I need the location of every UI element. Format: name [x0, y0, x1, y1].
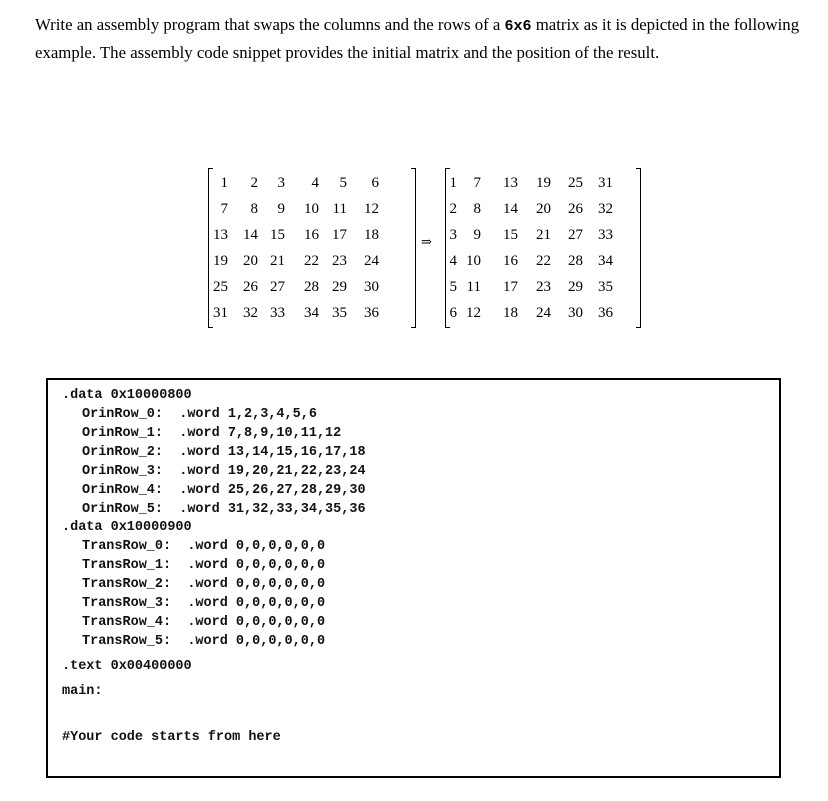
original-matrix-cell: 31	[213, 305, 228, 321]
original-matrix-cell: 5	[339, 175, 347, 191]
matrix-size-term: 6x6	[504, 18, 532, 35]
original-matrix-cell: 22	[304, 253, 319, 269]
original-matrix-cell: 7	[220, 201, 228, 217]
trans-row-line: TransRow_2: .word 0,0,0,0,0,0	[82, 577, 326, 592]
transposed-matrix-cell: 13	[503, 175, 518, 191]
original-matrix-cell: 8	[250, 201, 258, 217]
transposed-matrix-cell: 21	[536, 227, 551, 243]
question-text	[35, 12, 820, 66]
original-matrix-cell: 6	[371, 175, 379, 191]
transposed-matrix-cell: 12	[466, 305, 481, 321]
orin-row-line: OrinRow_2: .word 13,14,15,16,17,18	[82, 445, 366, 460]
original-matrix-cell: 11	[332, 201, 347, 217]
orin-row-line: OrinRow_5: .word 31,32,33,34,35,36	[82, 502, 366, 517]
original-matrix-cell: 24	[364, 253, 379, 269]
trans-row-line: TransRow_1: .word 0,0,0,0,0,0	[82, 558, 326, 573]
original-matrix-cell: 12	[364, 201, 379, 217]
original-matrix-cell: 13	[213, 227, 228, 243]
original-matrix-cell: 3	[277, 175, 285, 191]
original-matrix-cell: 29	[332, 279, 347, 295]
transposed-matrix-cell: 10	[466, 253, 481, 269]
trans-row-line: TransRow_5: .word 0,0,0,0,0,0	[82, 634, 326, 649]
code-comment: #Your code starts from here	[62, 730, 281, 745]
transposed-matrix-cell: 4	[449, 253, 457, 269]
transposed-matrix-cell: 5	[449, 279, 457, 295]
original-matrix-cell: 23	[332, 253, 347, 269]
transform-arrow-icon: ⇒	[421, 234, 432, 249]
transposed-matrix-cell: 36	[598, 305, 613, 321]
orin-row-line: OrinRow_3: .word 19,20,21,22,23,24	[82, 464, 366, 479]
transposed-matrix-cell: 25	[568, 175, 583, 191]
transposed-matrix-cell: 18	[503, 305, 518, 321]
transposed-matrix-cell: 11	[466, 279, 481, 295]
original-matrix-cell: 36	[364, 305, 379, 321]
code-snippet-box	[46, 378, 781, 778]
original-matrix-cell: 26	[243, 279, 258, 295]
transposed-matrix-cell: 8	[473, 201, 481, 217]
original-matrix-cell: 14	[243, 227, 258, 243]
transposed-matrix-cell: 30	[568, 305, 583, 321]
original-matrix-cell: 28	[304, 279, 319, 295]
transposed-matrix-cell: 32	[598, 201, 613, 217]
transposed-matrix-cell: 17	[503, 279, 518, 295]
original-matrix-cell: 27	[270, 279, 285, 295]
transposed-matrix-cell: 14	[503, 201, 518, 217]
transposed-matrix-cell: 6	[449, 305, 457, 321]
transposed-matrix-cell: 20	[536, 201, 551, 217]
transposed-matrix-cell: 28	[568, 253, 583, 269]
original-matrix-cell: 30	[364, 279, 379, 295]
trans-row-line: TransRow_0: .word 0,0,0,0,0,0	[82, 539, 326, 554]
text-directive: .text 0x00400000	[62, 659, 192, 674]
transposed-matrix-cell: 31	[598, 175, 613, 191]
transposed-matrix-cell: 35	[598, 279, 613, 295]
transposed-matrix-cell: 27	[568, 227, 583, 243]
original-matrix	[212, 170, 408, 326]
original-matrix-cell: 1	[220, 175, 228, 191]
original-matrix-cell: 33	[270, 305, 285, 321]
orin-row-line: OrinRow_0: .word 1,2,3,4,5,6	[82, 407, 317, 422]
data-directive-trans: .data 0x10000900	[62, 520, 192, 535]
trans-row-line: TransRow_4: .word 0,0,0,0,0,0	[82, 615, 326, 630]
original-matrix-cell: 34	[304, 305, 319, 321]
transposed-matrix-cell: 19	[536, 175, 551, 191]
transposed-matrix-cell: 29	[568, 279, 583, 295]
orin-row-line: OrinRow_1: .word 7,8,9,10,11,12	[82, 426, 342, 441]
original-matrix-cell: 35	[332, 305, 347, 321]
transposed-matrix	[447, 170, 643, 326]
transposed-matrix-cell: 23	[536, 279, 551, 295]
question-text-after: matrix as it is depicted in the following example. The assembly code snippet provides the initial matrix and the position of the result.	[35, 15, 800, 62]
original-matrix-cell: 32	[243, 305, 258, 321]
transposed-matrix-cell: 9	[473, 227, 481, 243]
original-matrix-cell: 21	[270, 253, 285, 269]
transposed-matrix-cell: 3	[449, 227, 457, 243]
original-matrix-cell: 17	[332, 227, 347, 243]
original-matrix-cell: 9	[277, 201, 285, 217]
original-matrix-cell: 10	[304, 201, 319, 217]
main-label: main:	[62, 684, 103, 699]
original-matrix-cell: 25	[213, 279, 228, 295]
transposed-matrix-cell: 16	[503, 253, 518, 269]
data-directive-orin: .data 0x10000800	[62, 388, 192, 403]
transposed-matrix-cell: 22	[536, 253, 551, 269]
transposed-matrix-cell: 15	[503, 227, 518, 243]
transposed-matrix-cell: 7	[473, 175, 481, 191]
orin-row-line: OrinRow_4: .word 25,26,27,28,29,30	[82, 483, 366, 498]
original-matrix-cell: 16	[304, 227, 319, 243]
original-matrix-cell: 20	[243, 253, 258, 269]
transposed-matrix-cell: 26	[568, 201, 583, 217]
original-matrix-cell: 15	[270, 227, 285, 243]
transposed-matrix-cell: 33	[598, 227, 613, 243]
transposed-matrix-cell: 2	[449, 201, 457, 217]
question-text-before: Write an assembly program that swaps the columns and the rows of a	[35, 15, 505, 34]
trans-row-line: TransRow_3: .word 0,0,0,0,0,0	[82, 596, 326, 611]
original-matrix-cell: 2	[250, 175, 258, 191]
transposed-matrix-cell: 34	[598, 253, 613, 269]
original-matrix-cell: 19	[213, 253, 228, 269]
original-matrix-cell: 4	[311, 175, 319, 191]
original-matrix-right-bracket	[411, 168, 416, 328]
transposed-matrix-cell: 1	[449, 175, 457, 191]
transposed-matrix-cell: 24	[536, 305, 551, 321]
transposed-matrix-right-bracket	[636, 168, 641, 328]
original-matrix-cell: 18	[364, 227, 379, 243]
